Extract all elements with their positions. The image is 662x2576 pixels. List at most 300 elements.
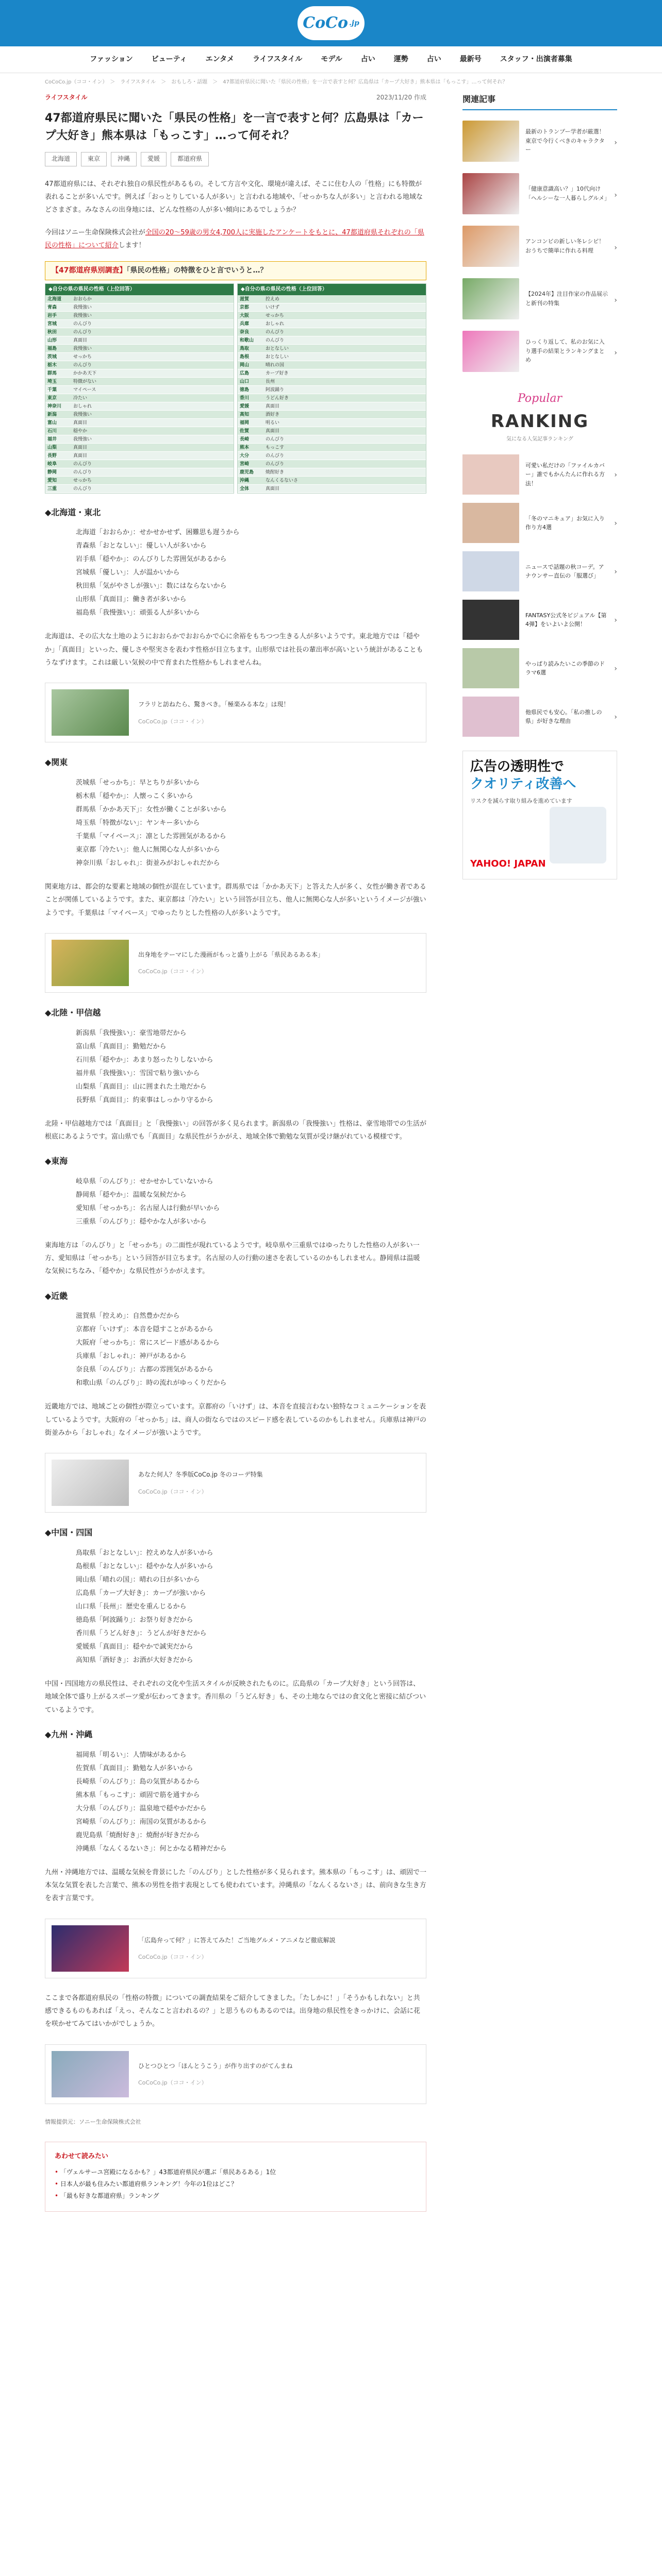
related-thumbnail [462,173,519,214]
pref-name: 京都 [240,304,250,310]
section-body: 北海道は、その広大な土地のようにおおらかでおおらかで心に余裕をもちつつ生きる人が多いようです。東北地方では「穏やか」「真面目」といった、優しさや堅実さを表わす性格が目立ちます。山形県では社長の輩出率が高いという統計があることもうなずけます。これは厳しい気候の中で育まれた性格かもしれませんね。 [45,633,423,667]
pref-name: 岐阜 [47,461,57,467]
list-item: 岩手県「穏やか」：のんびりした雰囲気があるから [76,555,227,564]
pref-trait: おしゃれ [266,321,285,327]
list-item: 和歌山県「のんびり」：時の流れがゆっくりだから [76,1379,227,1387]
section-heading: ◆九州・沖縄 [45,1730,93,1740]
main-nav [0,46,662,73]
pref-name: 香川 [240,395,250,401]
ranking-item[interactable] [462,598,617,641]
pref-trait: のんびり [73,486,92,492]
chevron-right-icon: › [614,665,617,673]
pref-trait: 我慢強い [73,346,92,351]
pref-name: 岩手 [47,313,57,318]
pref-name: 北海道 [47,296,62,302]
pref-name: 鹿児島 [240,469,254,475]
ranking-title: FANTASY公式冬ビジュアル【第4弾】をいよいよ公開！ [525,612,607,628]
related-thumbnail [462,331,519,372]
list-item: 岐阜県「のんびり」：せかせかしていないから [76,1177,213,1185]
pref-trait: のんびり [266,453,285,459]
pref-trait: 晴れの国 [266,362,285,368]
breadcrumb[interactable]: CoCoCo.jp（ココ・イン） ＞ ライフスタイル ＞ おもしろ・話題 ＞ 47都道府県民に聞いた「県民の性格」を一言で表すと何？広島県は「カープ大好き」熊本県は「もっこす」…って何それ？ [45,79,508,85]
nav-item[interactable]: スタッフ・出演者募集 [500,55,572,64]
yahoo-logo: YAHOO! JAPAN [470,858,546,870]
pref-name: 鳥取 [240,346,250,351]
pref-name: 宮城 [47,321,57,327]
pref-name: 東京 [47,395,57,401]
list-item: 静岡県「穏やか」：温暖な気候だから [76,1191,187,1199]
reco-item[interactable]: • 日本人が最も住みたい都道府県ランキング！今年の1位はどこ？ [55,2178,417,2190]
pref-trait: せっかち [73,354,92,360]
section-list [45,1749,426,1856]
ranking-thumbnail [462,454,519,495]
table-row [238,477,426,485]
section-heading: ◆東海 [45,1156,68,1166]
list-item: 愛知県「せっかち」：名古屋人は行動が早いから [76,1204,220,1212]
related-card[interactable] [45,683,426,742]
table-row [45,345,234,353]
tag-item[interactable]: 東京 [81,152,107,166]
card-thumbnail [52,940,129,986]
table-row [45,411,234,419]
pref-trait: 控えめ [266,296,280,302]
pref-trait: のんびり [73,329,92,335]
section-body: 中国・四国地方の県民性は、それぞれの文化や生活スタイルが反映されたものに。広島県の「カープ大好き」という回答は、地域全体で盛り上がるスポーツ愛が伝わってきます。香川県の「うどん好き」も、その土地ならではの食文化と密接に結びついているようです。 [45,1680,426,1714]
nav-item[interactable]: エンタメ [205,55,235,64]
chevron-right-icon: › [614,191,617,199]
reco-item[interactable]: • 「ヴェルサーユ宮殿になるかも？」43都道府県民が選ぶ「県民あるある」1位 [55,2166,417,2178]
table-row [238,419,426,427]
pref-trait: 穏やか [73,428,88,434]
list-item: 熊本県「もっこす」：頑固で筋を通すから [76,1791,200,1799]
table-row [45,369,234,378]
list-item: 大阪府「せっかち」：常にスピード感があるから [76,1339,220,1347]
pref-name: 滋賀 [240,296,250,302]
list-item: 山梨県「真面目」：山に囲まれた土地だから [76,1082,207,1091]
pref-trait: 我慢強い [73,436,92,442]
related-title: 【2024年】注目作家の作品展示と新刊の特集 [525,291,608,307]
list-item: 埼玉県「特徴がない」：ヤンキー多いから [76,819,200,827]
intro-paragraph: 47都道府県には、それぞれ独自の県民性があるもの。そして方言や文化、環境が違えば、そこに住む人の「性格」にも特徴が表れることが多いんです。例えば「おっとりしている人が多い」と言われる地域や、「せっかちな人が多い」と言われる地域などさまざま。みなさんの出身地には、どんな性格の人が多い傾向にあるでしょうか？ [45,180,423,214]
ranking-thumbnail [462,697,519,737]
chevron-right-icon: › [614,616,617,625]
card-thumbnail [52,2051,129,2097]
section-heading: ◆北陸・甲信越 [45,1007,101,1018]
pref-trait: 我慢強い [73,313,92,318]
survey-table [45,283,426,494]
list-item: 秋田県「気がやさしが強い」：数にはならないから [76,582,227,590]
related-card[interactable] [45,933,426,993]
pref-trait: かかあ天下 [73,370,97,376]
ranking-item[interactable] [462,647,617,690]
intro-paragraph-2: 今回はソニー生命保険株式会社が全国の20〜59歳の男女4,700人に実施したアンケートをもとに、47都道府県それぞれの「県民の性格」について紹介します！ [45,228,424,249]
list-item: 山形県「真面目」：働き者が多いから [76,596,187,604]
nav-item[interactable]: ライフスタイル [253,55,303,64]
section-list [45,1175,426,1229]
list-item: 沖縄県「なんくるないさ」：何とかなる精神だから [76,1844,227,1853]
chevron-right-icon: › [614,713,617,722]
card-thumbnail [52,689,129,736]
table-row [45,485,234,493]
section-heading: ◆関東 [45,757,68,768]
section-heading: ◆北海道・東北 [45,507,101,517]
outro-paragraph: ここまで各都道府県民の「性格の特徴」についての調査結果をご紹介してきました。「たしかに！」「そうかもしれない」と共感できるものもあれば「えっ、そんなこと言われるの？」と思うものもあるのでは。出身地の県民性をきっかけに、会話に花を咲かせてみてはいかがでしょうか。 [45,1994,421,2028]
pref-name: 静岡 [47,469,57,475]
list-item: 大分県「のんびり」：温泉地で穏やかだから [76,1804,207,1812]
article-date: 2023/11/20 作成 [376,94,426,101]
pref-trait: 明るい [266,420,280,426]
pref-trait: 真面目 [73,445,88,450]
related-item[interactable] [462,171,617,216]
pref-name: 茨城 [47,354,57,360]
section-body: 北陸・甲信越地方では「真面目」と「我慢強い」の回答が多く見られます。新潟県の「我慢強い」性格は、豪雪地帯での生活が根底にあるようです。富山県でも「真面目」な県民性がうかがえ、地域全体で勤勉な気質が受け継がれている模様です。 [45,1120,426,1141]
reco-item[interactable]: • 「最も好きな都道府県」ランキング [55,2190,417,2202]
list-item: 石川県「穏やか」：あまり怒ったりしないから [76,1056,213,1064]
pref-trait: おとなしい [266,346,289,351]
tag-list [45,152,426,166]
pref-name: 富山 [47,420,57,426]
table-row [238,402,426,411]
article-category[interactable]: ライフスタイル [45,94,88,101]
list-item: 高知県「酒好き」：お酒が大好きだから [76,1656,193,1665]
pref-trait: 真面目 [266,486,280,492]
pref-trait: 冷たい [73,395,88,401]
ranking-item[interactable] [462,453,617,496]
related-item[interactable] [462,276,617,321]
table-row [238,312,426,320]
table-row [238,411,426,419]
section-heading: ◆近畿 [45,1291,68,1301]
table-row [238,460,426,468]
card-thumbnail [52,1460,129,1506]
related-title: 最新のトランプー学者が厳選！東京で今行くべきのキャラクター [525,128,605,154]
pref-name: 神奈川 [47,403,62,409]
table-row [238,378,426,386]
tag-item[interactable]: 都道府県 [171,152,209,166]
table-row [45,444,234,452]
pref-trait: のんびり [73,362,92,368]
list-item: 三重県「のんびり」：穏やかな人が多いから [76,1217,207,1226]
pref-name: 山梨 [47,445,57,450]
list-item: 兵庫県「おしゃれ」：神戸があるから [76,1352,187,1361]
pref-trait: 我慢強い [73,304,92,310]
pref-trait: おしゃれ [73,403,92,409]
pref-trait: 真面目 [266,403,280,409]
tag-item[interactable]: 沖縄 [111,152,137,166]
pref-name: 群馬 [47,370,57,376]
pref-trait: 焼酎好き [266,469,285,475]
chevron-right-icon: › [614,348,617,357]
chevron-right-icon: › [614,138,617,147]
pref-name: 奈良 [240,329,250,335]
pref-trait: 真面目 [73,420,88,426]
table-row [238,444,426,452]
ranking-thumbnail [462,503,519,543]
pref-trait: もっこす [266,445,285,450]
table-row [238,468,426,477]
pref-trait: なんくるないさ [266,478,299,483]
pref-name: 秋田 [47,329,57,335]
chevron-right-icon: › [614,519,617,528]
pref-name: 長野 [47,453,57,459]
pref-trait: マイペース [73,387,96,393]
pref-name: 全体 [240,486,250,492]
list-item: 滋賀県「控えめ」：自然豊かだから [76,1312,180,1320]
table-row [45,468,234,477]
nav-item[interactable]: 最新号 [459,55,482,64]
section-list [45,776,426,870]
site-header [0,0,662,46]
related-title: ひっくり返して、私のお気に入り選手の結果とランキングまとめ [525,338,605,364]
pref-trait: 真面目 [266,428,280,434]
related-title: アンコンビの新しい冬レシピ！おうちで簡単に作れる料理 [525,238,605,254]
pref-name: 長崎 [240,436,250,442]
ranking-item[interactable] [462,695,617,738]
list-item: 北海道「おおらか」：せかせかせず、困難思も遅うから [76,529,240,537]
table-row [45,394,234,402]
recommend-box: あわせて読みたい • 「ヴェルサーユ宮殿になるかも？」43都道府県民が選ぶ「県民あるある」1位 • 日本人が最も住みたい都道府県ランキング！今年の1位はどこ？ • 「最も好きな都道府県」ランキング [45,2142,426,2211]
pref-trait: せっかち [73,478,92,483]
pref-name: 福岡 [240,420,250,426]
section-heading: ◆中国・四国 [45,1528,93,1538]
table-row [238,303,426,312]
table-row [45,460,234,468]
card-title: あなた何人？冬季版CoCo.jp 冬のコーデ特集 [138,1471,263,1479]
table-row [238,336,426,345]
table-row [45,402,234,411]
table-row [45,320,234,328]
pref-trait: 真面目 [73,337,88,343]
pref-name: 岡山 [240,362,250,368]
table-row [45,303,234,312]
pref-name: 和歌山 [240,337,254,343]
related-item[interactable] [462,329,617,374]
ranking-title: 「冬のマニキュア」お気に入り作り方4選 [525,515,605,531]
nav-item[interactable]: 占い [360,55,375,64]
pref-trait: 長州 [266,379,275,384]
pref-name: 埼玉 [47,379,57,384]
table-row [238,394,426,402]
pref-trait: 阿波踊り [266,387,285,393]
ranking-item[interactable] [462,550,617,593]
pref-trait: うどん好き [266,395,289,401]
list-item: 福岡県「明るい」：人情味があるから [76,1751,187,1759]
list-item: 長崎県「のんびり」：島の気質があるから [76,1777,200,1786]
list-item: 奈良県「のんびり」：古都の雰囲気があるから [76,1366,213,1374]
table-row [45,419,234,427]
card-title: 「広島弁って何？」に答えてみた！ご当地グルメ・アニメなど徹底解説 [138,1936,336,1944]
list-item: 宮崎県「のんびり」：南国の気質があるから [76,1818,207,1826]
nav-item[interactable]: ファッション [90,55,133,64]
list-item: 鳥取県「おとなしい」：控えめな人が多いから [76,1549,213,1557]
table-row [45,435,234,444]
chevron-right-icon: › [614,296,617,304]
list-item: 栃木県「穏やか」：人懐っこく多いから [76,792,193,800]
pref-name: 佐賀 [240,428,250,434]
card-source: CoCoCo.jp（ココ・イン） [138,968,207,975]
related-item[interactable] [462,118,617,164]
list-item: 茨城県「せっかち」：早とちりが多いから [76,778,200,787]
list-item: 徳島県「阿波踊り」：お祭り好きだから [76,1616,193,1624]
pref-name: 三重 [47,486,57,492]
pref-trait: のんびり [266,436,285,442]
card-source: CoCoCo.jp（ココ・イン） [138,1954,207,1961]
pref-trait: 真面目 [73,453,88,459]
pref-name: 大阪 [240,313,250,318]
section-list [45,526,426,620]
nav-item[interactable]: 占い [426,55,441,64]
list-item: 佐賀県「真面目」：勤勉な人が多いから [76,1764,193,1772]
pref-trait: 特徴がない [73,379,97,384]
section-list [45,1027,426,1107]
section-list [45,1547,426,1667]
list-item: 長野県「真面目」：約束事はしっかり守るから [76,1096,213,1104]
list-item: 宮城県「優しい」：人が温かいから [76,569,180,577]
tag-item[interactable]: 北海道 [45,152,77,166]
list-item: 島根県「おとなしい」：穏やかな人が多いから [76,1563,213,1571]
ad-banner[interactable]: 広告の透明性で クオリティ改善へ リスクを減らす取り組みを進めています YAHOO! JAPAN [462,751,617,879]
card-source: CoCoCo.jp（ココ・イン） [138,718,207,725]
pref-trait: せっかち [266,313,284,318]
table-row [238,485,426,493]
article-main [45,93,426,2212]
pref-name: 青森 [47,304,57,310]
ranking-thumbnail [462,600,519,640]
table-row [238,353,426,361]
table-row [238,345,426,353]
pref-name: 島根 [240,354,250,360]
table-row [238,435,426,444]
list-item: 神奈川県「おしゃれ」：街並みがおしゃれだから [76,859,220,867]
ad-image [550,807,606,863]
pref-trait: のんびり [73,461,92,467]
table-row [238,452,426,460]
pref-trait: 我慢強い [73,412,92,417]
pref-name: 福島 [47,346,57,351]
article-title: 47都道府県民に聞いた「県民の性格」を一言で表すと何？広島県は「カープ大好き」熊本県は「もっこす」…って何それ？ [45,112,424,143]
pref-trait: 酒好き [266,412,280,417]
list-item: 山口県「長州」：歴史を重んじるから [76,1603,187,1611]
nav-item[interactable]: モデル [321,55,342,64]
pref-name: 熊本 [240,445,250,450]
section-body: 東海地方は「のんびり」と「せっかち」の二面性が現れているようです。岐阜県や三重県ではゆったりした性格の人が多い一方、愛知県は「せっかち」という回答が目立ちます。名古屋の人の行動の速さを表しているのかもしれません。静岡県は温暖な気候にちなみ、「穏やか」な県民性がうかがえます。 [45,1241,420,1276]
related-thumbnail [462,121,519,162]
section-body: 近畿地方では、地域ごとの個性が際立っています。京都府の「いけず」は、本音を直接言わない独特なコミュニケーションを表しているようです。大阪府の「せっかち」は、商人の街ならではのスピード感を表しているのかもしれません。兵庫県は神戸の街並みから「おしゃれ」なイメージが強いようです。 [45,1403,426,1437]
pref-name: 山形 [47,337,57,343]
table-row [45,295,234,303]
table-row [238,369,426,378]
card-title: 出身地をテーマにした漫画がもっと盛り上がる「県民あるある本」 [138,951,324,958]
related-thumbnail [462,226,519,267]
table-row [45,477,234,485]
pref-trait: カープ好き [266,370,289,376]
section-body: 関東地方は、都会的な要素と地域の個性が混在しています。群馬県では「かかあ天下」と答えた人が多く、女性が働き者であることが関係しているようです。また、東京都は「冷たい」という回答が目立ち、他人に無関心な人が多いというイメージが強いようです。千葉県は「マイペース」でゆったりとした性格の人が多いようです。 [45,883,426,917]
pref-trait: のんびり [266,329,285,335]
pref-trait: のんびり [266,337,285,343]
related-item[interactable] [462,224,617,269]
list-item: 愛媛県「真面目」：穏やかで誠実だから [76,1643,193,1651]
list-item: 香川県「うどん好き」：うどんが好きだから [76,1630,207,1638]
list-item: 広島県「カープ大好き」：カープが強いから [76,1589,206,1598]
list-item: 岡山県「晴れの国」：晴れの日が多いから [76,1576,200,1584]
related-card[interactable]: ひとつひとつ「ほんとうこう」が作り出すのがてんまね CoCoCo.jp（ココ・イン） [45,2044,426,2104]
pref-trait: のんびり [266,461,285,467]
pref-name: 福井 [47,436,57,442]
table-row [238,328,426,336]
pref-name: 山口 [240,379,250,384]
pref-name: 兵庫 [240,321,250,327]
table-left: ◆自分の県の県民の性格（上位回答） 北海道 おおらか 青森 我慢強い 岩手 我慢強い 宮城 のんびり 秋田 のんびり 山形 真面目 福島 我慢強い 茨城 せっかち 栃木 のんびり 群馬 かかあ天下 埼玉 特徴がない 千葉 マイペース 東京 冷たい 神奈川 おしゃれ 新潟 我慢強い 富山 真面目 石川 穏やか 福井 我慢強い 山梨 真面目 長野 真面目 岐阜 のんびり 静岡 のんびり 愛知 せっかち 三重 のんびり [45,283,234,494]
list-item: 群馬県「かかあ天下」：女性が働くことが多いから [76,805,227,814]
table-row [238,361,426,369]
table-right: ◆自分の県の県民の性格（上位回答） 滋賀 控えめ 京都 いけず 大阪 せっかち 兵庫 おしゃれ 奈良 のんびり 和歌山 のんびり 鳥取 おとなしい 島根 おとなしい 岡山 晴れの国 広島 カープ好き 山口 長州 徳島 阿波踊り 香川 うどん好き 愛媛 真面目 高知 酒好き 福岡 明るい 佐賀 真面目 長崎 のんびり 熊本 もっこす 大分 のんびり 宮崎 のんびり 鹿児島 焼酎好き 沖縄 なんくるないさ 全体 真面目 [237,283,426,494]
list-item: 京都府「いけず」：本音を隠すことがあるから [76,1326,213,1334]
pref-name: 徳島 [240,387,250,393]
table-row [45,378,234,386]
related-card[interactable] [45,1919,426,1978]
list-item: 東京都「冷たい」：他人に無関心な人が多いから [76,845,220,854]
table-row [238,320,426,328]
sidebar [462,93,617,2212]
pref-name: 大分 [240,453,250,459]
pref-name: 栃木 [47,362,57,368]
ranking-title: 可愛い私だけの「ファイルカバー」誰でもかんたんに作れる方法！ [525,462,605,487]
card-title: フラリと訪ねたら、驚きべき。「極楽みる本な」は現！ [138,701,290,708]
table-row [45,452,234,460]
table-row [45,336,234,345]
pref-name: 石川 [47,428,57,434]
table-title: 【47都道府県別調査】「県民の性格」の特徴をひと言でいうと…？ [45,261,426,280]
pref-name: 沖縄 [240,478,250,483]
table-row [238,427,426,435]
list-item: 鹿児島県「焼酎好き」：焼酎が好きだから [76,1831,200,1839]
survey-link[interactable]: 全国の20〜59歳の男女4,700人に実施したアンケートをもとに、47都道府県それぞれの「県民の性格」について紹介 [45,228,424,249]
table-row [238,295,426,303]
nav-item[interactable]: 運勢 [393,55,408,64]
list-item: 富山県「真面目」：勤勉だから [76,1042,167,1050]
table-row [45,386,234,394]
pref-name: 愛媛 [240,403,250,409]
ranking-thumbnail [462,551,519,591]
ranking-item[interactable] [462,501,617,545]
tag-item[interactable]: 愛媛 [141,152,167,166]
table-row [45,361,234,369]
card-source: CoCoCo.jp（ココ・イン） [138,1488,207,1495]
pref-name: 新潟 [47,412,57,417]
ranking-title: ニュースで話題の秋コーデ。アナウンサー直伝の「服選び」 [525,563,604,580]
list-item: 新潟県「我慢強い」：豪雪地帯だから [76,1029,187,1037]
list-item: 福井県「我慢強い」：雪国で粘り強いから [76,1069,200,1077]
pref-trait: おとなしい [266,354,289,360]
list-item: 福島県「我慢強い」：頑張る人が多いから [76,609,200,617]
list-item: 青森県「おとなしい」：優しい人が多いから [76,542,207,550]
credit-text: 情報提供元：ソニー生命保険株式会社 [45,2118,141,2125]
ranking-title: 他県民でも安心。「私の推しの県」が好きな理由 [525,708,602,725]
related-card[interactable] [45,1453,426,1513]
chevron-right-icon: › [614,471,617,480]
table-row [45,328,234,336]
pref-name: 広島 [240,370,250,376]
table-row [45,312,234,320]
site-logo[interactable]: CoCo .jp [297,6,365,40]
table-row [45,353,234,361]
related-thumbnail [462,278,519,319]
pref-name: 高知 [240,412,250,417]
ranking-title: やっぱり読みたいこの季節のドラマ6選 [525,660,605,676]
pref-trait: いけず [266,304,280,310]
pref-trait: おおらか [73,296,92,302]
nav-item[interactable]: ビューティ [151,55,187,64]
